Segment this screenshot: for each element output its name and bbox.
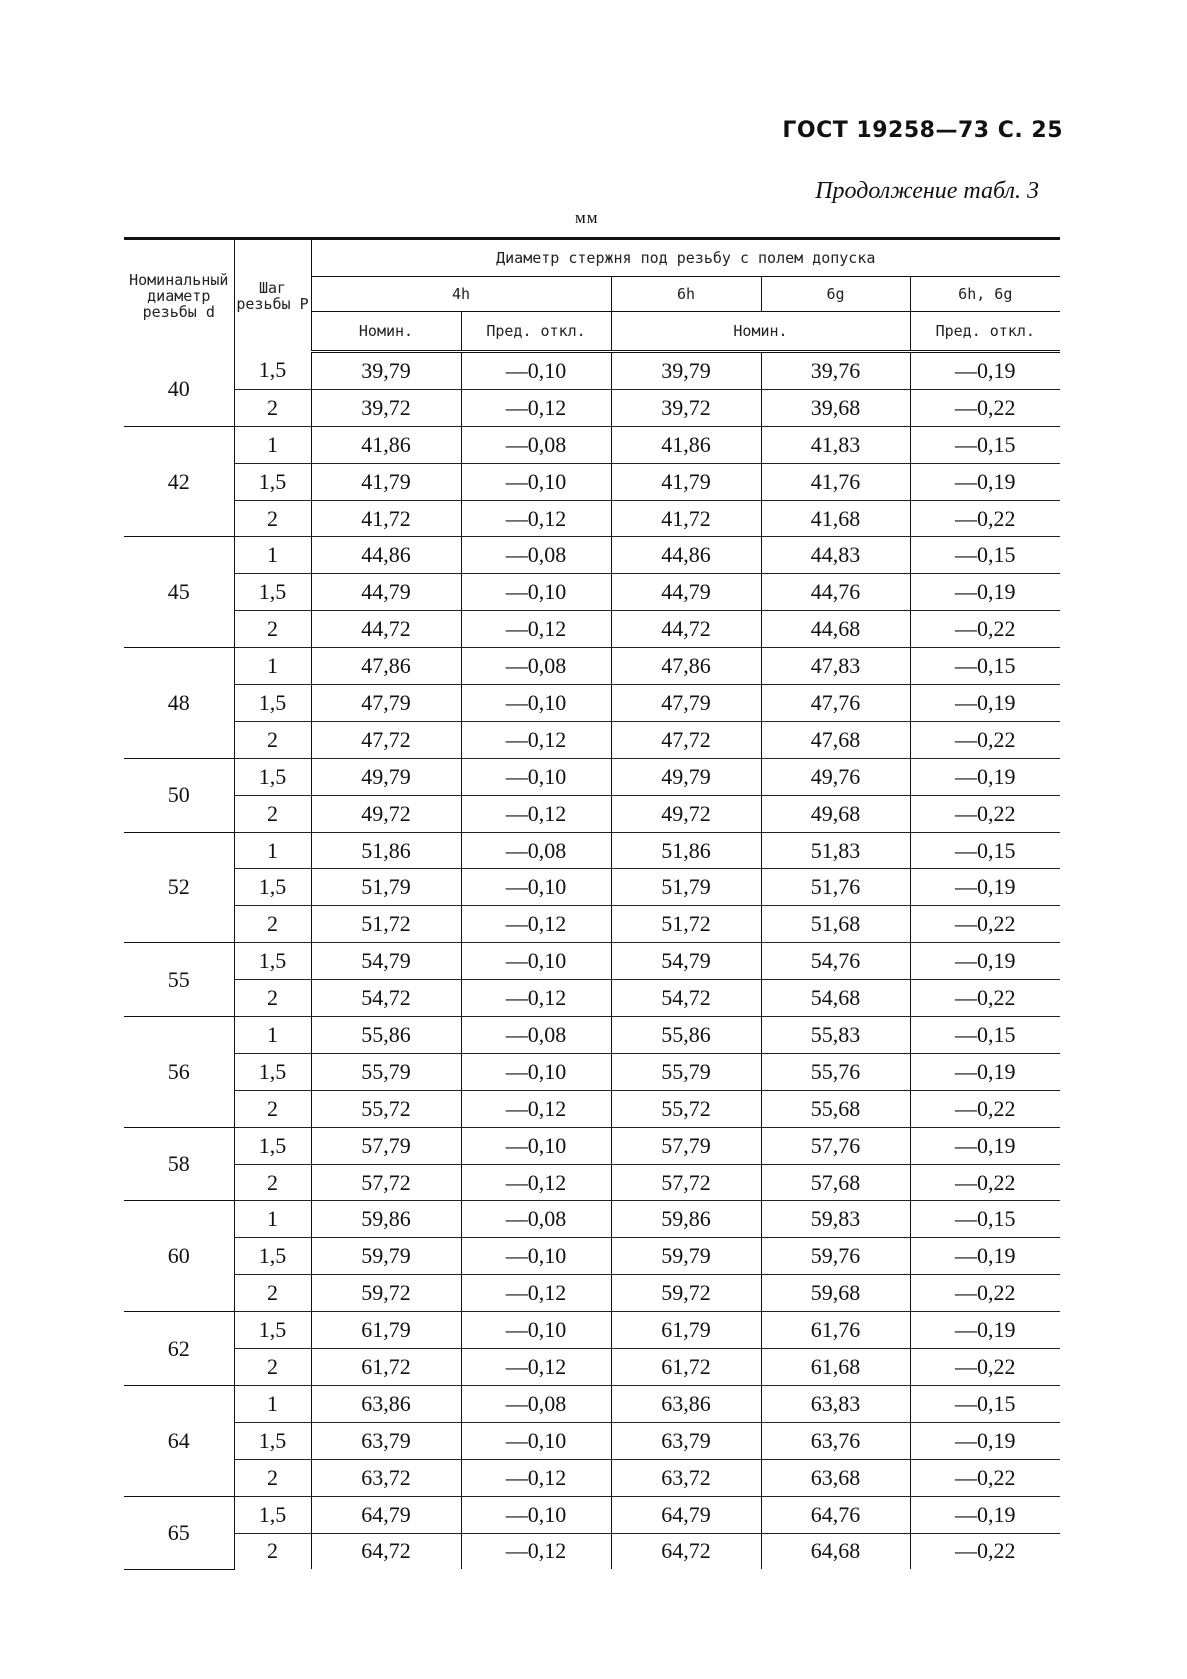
nominal-diameter-cell: 62 <box>124 1312 234 1386</box>
deviation-6h-6g-cell: —0,22 <box>910 1349 1060 1386</box>
nominal-6g-cell: 57,68 <box>761 1164 910 1201</box>
nominal-4h-cell: 63,86 <box>311 1385 461 1422</box>
table-row <box>124 980 1060 1017</box>
deviation-4h-cell: —0,12 <box>461 1459 611 1496</box>
pitch-cell: 1,5 <box>234 1312 311 1349</box>
pitch-cell: 2 <box>234 1459 311 1496</box>
nominal-4h-cell: 57,72 <box>311 1164 461 1201</box>
nominal-4h-cell: 47,79 <box>311 685 461 722</box>
nominal-6g-cell: 64,76 <box>761 1496 910 1533</box>
deviation-4h-cell: —0,08 <box>461 648 611 685</box>
table-row <box>124 1312 1060 1349</box>
nominal-6g-cell: 64,68 <box>761 1533 910 1569</box>
deviation-4h-cell: —0,12 <box>461 1090 611 1127</box>
table-body <box>124 352 1060 1570</box>
deviation-6h-6g-cell: —0,15 <box>910 832 1060 869</box>
nominal-6g-cell: 39,76 <box>761 352 910 390</box>
pitch-cell: 1 <box>234 426 311 463</box>
header-nominal-diameter: Номинальный диаметр резьбы d <box>124 239 234 352</box>
table-row <box>124 685 1060 722</box>
table-row <box>124 1017 1060 1054</box>
nominal-6h-cell: 47,86 <box>611 648 761 685</box>
nominal-6g-cell: 63,68 <box>761 1459 910 1496</box>
nominal-diameter-cell: 55 <box>124 943 234 1017</box>
nominal-6h-cell: 57,72 <box>611 1164 761 1201</box>
nominal-4h-cell: 39,72 <box>311 389 461 426</box>
pitch-cell: 2 <box>234 1275 311 1312</box>
nominal-6g-cell: 41,83 <box>761 426 910 463</box>
nominal-6h-cell: 61,72 <box>611 1349 761 1386</box>
deviation-4h-cell: —0,10 <box>461 943 611 980</box>
nominal-6g-cell: 44,68 <box>761 611 910 648</box>
table-row <box>124 574 1060 611</box>
nominal-4h-cell: 54,79 <box>311 943 461 980</box>
nominal-6h-cell: 51,72 <box>611 906 761 943</box>
nominal-6h-cell: 59,86 <box>611 1201 761 1238</box>
nominal-6h-cell: 44,86 <box>611 537 761 574</box>
table-row <box>124 1349 1060 1386</box>
header-4h: 4h <box>311 277 611 312</box>
nominal-6g-cell: 39,68 <box>761 389 910 426</box>
deviation-4h-cell: —0,10 <box>461 463 611 500</box>
deviation-6h-6g-cell: —0,15 <box>910 1201 1060 1238</box>
deviation-4h-cell: —0,08 <box>461 1201 611 1238</box>
pitch-cell: 1,5 <box>234 1422 311 1459</box>
table-row <box>124 1422 1060 1459</box>
nominal-4h-cell: 61,72 <box>311 1349 461 1386</box>
deviation-6h-6g-cell: —0,19 <box>910 943 1060 980</box>
deviation-4h-cell: —0,12 <box>461 389 611 426</box>
table-continuation-caption: Продолжение табл. 3 <box>815 178 1039 204</box>
nominal-diameter-cell: 65 <box>124 1496 234 1569</box>
deviation-6h-6g-cell: —0,22 <box>910 611 1060 648</box>
nominal-6g-cell: 61,68 <box>761 1349 910 1386</box>
nominal-4h-cell: 44,72 <box>311 611 461 648</box>
nominal-diameter-cell: 56 <box>124 1017 234 1128</box>
nominal-6g-cell: 47,68 <box>761 721 910 758</box>
nominal-6h-cell: 63,72 <box>611 1459 761 1496</box>
pitch-cell: 1,5 <box>234 685 311 722</box>
pitch-cell: 1,5 <box>234 1127 311 1164</box>
header-4h-deviation: Пред. откл. <box>461 312 611 352</box>
nominal-6g-cell: 57,76 <box>761 1127 910 1164</box>
page-header: ГОСТ 19258—73 С. 25 <box>782 118 1063 143</box>
nominal-4h-cell: 64,79 <box>311 1496 461 1533</box>
header-6g: 6g <box>761 277 910 312</box>
table-row <box>124 869 1060 906</box>
table-row <box>124 1201 1060 1238</box>
nominal-6h-cell: 49,72 <box>611 795 761 832</box>
nominal-4h-cell: 47,86 <box>311 648 461 685</box>
nominal-4h-cell: 41,79 <box>311 463 461 500</box>
nominal-6g-cell: 47,76 <box>761 685 910 722</box>
pitch-cell: 1,5 <box>234 463 311 500</box>
deviation-6h-6g-cell: —0,22 <box>955 1538 1016 1564</box>
nominal-6h-cell: 55,72 <box>611 1090 761 1127</box>
deviation-6h-6g-cell: —0,19 <box>910 1312 1060 1349</box>
pitch-cell: 1,5 <box>234 758 311 795</box>
nominal-4h-cell: 49,79 <box>311 758 461 795</box>
pitch-cell: 1,5 <box>234 943 311 980</box>
nominal-6h-cell: 44,79 <box>611 574 761 611</box>
nominal-diameter-cell: 48 <box>124 648 234 759</box>
nominal-4h-cell: 51,72 <box>311 906 461 943</box>
table-row <box>124 648 1060 685</box>
deviation-4h-cell: —0,12 <box>461 906 611 943</box>
nominal-6g-cell: 49,76 <box>761 758 910 795</box>
pitch-cell: 2 <box>234 980 311 1017</box>
nominal-6g-cell: 61,76 <box>761 1312 910 1349</box>
deviation-6h-6g-cell: —0,19 <box>910 685 1060 722</box>
deviation-4h-cell: —0,10 <box>461 352 611 390</box>
pitch-cell: 1,5 <box>234 1238 311 1275</box>
deviation-6h-6g-cell: —0,19 <box>910 1422 1060 1459</box>
deviation-4h-cell: —0,12 <box>461 1349 611 1386</box>
nominal-diameter-cell: 60 <box>124 1201 234 1312</box>
pitch-cell: 2 <box>234 1533 311 1569</box>
nominal-4h-cell: 64,72 <box>311 1533 461 1569</box>
table-row <box>124 832 1060 869</box>
deviation-6h-6g-cell: —0,15 <box>910 648 1060 685</box>
table-row <box>124 463 1060 500</box>
deviation-6h-6g-cell: —0,22 <box>910 1090 1060 1127</box>
nominal-diameter-cell: 52 <box>124 832 234 943</box>
pitch-cell: 1,5 <box>234 869 311 906</box>
table-row <box>124 1053 1060 1090</box>
deviation-6h-6g-cell: —0,19 <box>910 869 1060 906</box>
nominal-diameter-cell: 40 <box>124 352 234 427</box>
nominal-6h-cell: 39,72 <box>611 389 761 426</box>
nominal-6g-cell: 41,76 <box>761 463 910 500</box>
nominal-4h-cell: 41,86 <box>311 426 461 463</box>
header-6h: 6h <box>611 277 761 312</box>
nominal-4h-cell: 44,79 <box>311 574 461 611</box>
nominal-4h-cell: 59,72 <box>311 1275 461 1312</box>
table-row <box>124 1164 1060 1201</box>
deviation-6h-6g-cell: —0,22 <box>910 500 1060 537</box>
nominal-4h-cell: 54,72 <box>311 980 461 1017</box>
table-row <box>124 1275 1060 1312</box>
table-head <box>124 239 1060 352</box>
nominal-6g-cell: 63,83 <box>761 1385 910 1422</box>
nominal-6h-cell: 49,79 <box>611 758 761 795</box>
nominal-6h-cell: 54,79 <box>611 943 761 980</box>
nominal-4h-cell: 39,79 <box>311 352 461 390</box>
deviation-4h-cell: —0,10 <box>461 1496 611 1533</box>
pitch-cell: 2 <box>234 721 311 758</box>
deviation-4h-cell: —0,12 <box>461 1275 611 1312</box>
nominal-6g-cell: 44,83 <box>761 537 910 574</box>
nominal-4h-cell: 47,72 <box>311 721 461 758</box>
table-row <box>124 721 1060 758</box>
deviation-4h-cell: —0,08 <box>461 537 611 574</box>
nominal-6h-cell: 59,79 <box>611 1238 761 1275</box>
deviation-6h-6g-cell: —0,19 <box>910 574 1060 611</box>
deviation-6h-6g-cell: —0,22 <box>910 721 1060 758</box>
deviation-6h-6g-cell: —0,22 <box>910 795 1060 832</box>
deviation-4h-cell: —0,08 <box>461 1017 611 1054</box>
table-row <box>124 1496 1060 1533</box>
table-row <box>124 1385 1060 1422</box>
deviation-4h-cell: —0,10 <box>461 758 611 795</box>
deviation-4h-cell: —0,10 <box>461 1312 611 1349</box>
nominal-4h-cell: 51,86 <box>311 832 461 869</box>
thread-diameter-table <box>124 237 1060 1570</box>
nominal-6h-cell: 41,86 <box>611 426 761 463</box>
nominal-4h-cell: 61,79 <box>311 1312 461 1349</box>
pitch-cell: 1,5 <box>234 1053 311 1090</box>
pitch-cell: 2 <box>234 1349 311 1386</box>
nominal-6g-cell: 55,83 <box>761 1017 910 1054</box>
deviation-6h-6g-cell: —0,15 <box>910 1017 1060 1054</box>
data-table <box>124 237 1060 1570</box>
nominal-6g-cell: 51,83 <box>761 832 910 869</box>
nominal-6h-cell: 54,72 <box>611 980 761 1017</box>
table-row <box>124 500 1060 537</box>
table-row <box>124 1459 1060 1496</box>
nominal-6h-cell: 59,72 <box>611 1275 761 1312</box>
pitch-cell: 1,5 <box>234 352 311 390</box>
table-row <box>124 758 1060 795</box>
pitch-cell: 2 <box>234 795 311 832</box>
nominal-4h-cell: 55,79 <box>311 1053 461 1090</box>
nominal-6g-cell: 51,76 <box>761 869 910 906</box>
nominal-6h-cell: 63,86 <box>611 1385 761 1422</box>
nominal-6h-cell: 39,79 <box>611 352 761 390</box>
nominal-6g-cell: 55,68 <box>761 1090 910 1127</box>
deviation-4h-cell: —0,08 <box>461 426 611 463</box>
table-row <box>124 1238 1060 1275</box>
nominal-diameter-cell: 45 <box>124 537 234 648</box>
nominal-6h-cell: 55,79 <box>611 1053 761 1090</box>
nominal-6h-cell: 64,72 <box>611 1533 761 1569</box>
deviation-4h-cell: —0,12 <box>461 795 611 832</box>
header-thread-pitch: Шаг резьбы P <box>234 239 311 352</box>
deviation-4h-cell: —0,10 <box>461 869 611 906</box>
nominal-diameter-cell: 50 <box>124 758 234 832</box>
deviation-6h-6g-cell: —0,19 <box>910 1053 1060 1090</box>
deviation-6h-6g-cell: —0,19 <box>910 463 1060 500</box>
nominal-6h-cell: 61,79 <box>611 1312 761 1349</box>
table-row <box>124 1090 1060 1127</box>
nominal-4h-cell: 49,72 <box>311 795 461 832</box>
nominal-4h-cell: 63,72 <box>311 1459 461 1496</box>
pitch-cell: 2 <box>234 1090 311 1127</box>
nominal-6g-cell: 54,76 <box>761 943 910 980</box>
table-row <box>124 795 1060 832</box>
nominal-6h-cell: 44,72 <box>611 611 761 648</box>
table-row <box>124 389 1060 426</box>
deviation-4h-cell: —0,08 <box>461 832 611 869</box>
table-row <box>124 906 1060 943</box>
nominal-6h-cell: 47,72 <box>611 721 761 758</box>
table-row <box>124 426 1060 463</box>
deviation-4h-cell: —0,10 <box>461 685 611 722</box>
nominal-4h-cell: 59,86 <box>311 1201 461 1238</box>
nominal-diameter-cell: 42 <box>124 426 234 537</box>
nominal-6h-cell: 55,86 <box>611 1017 761 1054</box>
nominal-6g-cell: 44,76 <box>761 574 910 611</box>
deviation-4h-cell: —0,08 <box>461 1385 611 1422</box>
pitch-cell: 1,5 <box>234 1496 311 1533</box>
nominal-diameter-cell: 58 <box>124 1127 234 1201</box>
table-row <box>124 1533 1060 1569</box>
deviation-6h-6g-cell: —0,19 <box>910 1238 1060 1275</box>
pitch-cell: 1 <box>234 832 311 869</box>
nominal-4h-cell: 41,72 <box>311 500 461 537</box>
deviation-6h-6g-cell: —0,15 <box>910 537 1060 574</box>
pitch-cell: 1 <box>234 1385 311 1422</box>
header-group-title: Диаметр стержня под резьбу с полем допуска <box>311 239 1060 277</box>
nominal-4h-cell: 63,79 <box>311 1422 461 1459</box>
table-row <box>124 1127 1060 1164</box>
pitch-cell: 2 <box>234 389 311 426</box>
deviation-4h-cell: —0,12 <box>461 980 611 1017</box>
nominal-4h-cell: 51,79 <box>311 869 461 906</box>
deviation-4h-cell: —0,10 <box>461 1238 611 1275</box>
deviation-4h-cell: —0,12 <box>461 611 611 648</box>
nominal-6g-cell: 51,68 <box>761 906 910 943</box>
deviation-6h-6g-cell: —0,19 <box>910 758 1060 795</box>
pitch-cell: 1 <box>234 537 311 574</box>
units-label: мм <box>575 208 599 227</box>
header-6h-6g-nominal: Номин. <box>611 312 910 352</box>
header-4h-nominal: Номин. <box>311 312 461 352</box>
deviation-4h-cell: —0,10 <box>461 1422 611 1459</box>
nominal-4h-cell: 55,86 <box>311 1017 461 1054</box>
nominal-6g-cell: 55,76 <box>761 1053 910 1090</box>
nominal-6g-cell: 59,68 <box>761 1275 910 1312</box>
deviation-6h-6g-cell: —0,19 <box>910 352 1060 390</box>
nominal-6h-cell: 63,79 <box>611 1422 761 1459</box>
deviation-6h-6g-cell: —0,22 <box>910 1164 1060 1201</box>
deviation-6h-6g-cell: —0,22 <box>910 906 1060 943</box>
pitch-cell: 2 <box>234 500 311 537</box>
deviation-6h-6g-cell: —0,19 <box>910 1127 1060 1164</box>
deviation-6h-6g-cell: —0,22 <box>910 980 1060 1017</box>
deviation-6h-6g-cell: —0,15 <box>910 1385 1060 1422</box>
pitch-cell: 2 <box>234 1164 311 1201</box>
nominal-4h-cell: 59,79 <box>311 1238 461 1275</box>
deviation-4h-cell: —0,10 <box>461 574 611 611</box>
deviation-4h-cell: —0,12 <box>461 1164 611 1201</box>
header-6h-6g-deviation: Пред. откл. <box>910 312 1060 352</box>
pitch-cell: 1 <box>234 1201 311 1238</box>
nominal-6g-cell: 41,68 <box>761 500 910 537</box>
nominal-diameter-cell: 64 <box>124 1385 234 1496</box>
pitch-cell: 2 <box>234 611 311 648</box>
deviation-6h-6g-cell: —0,15 <box>910 426 1060 463</box>
nominal-6h-cell: 41,79 <box>611 463 761 500</box>
pitch-cell: 1 <box>234 1017 311 1054</box>
deviation-4h-cell: —0,12 <box>461 1533 611 1569</box>
table-row <box>124 352 1060 390</box>
table-row <box>124 537 1060 574</box>
nominal-6h-cell: 41,72 <box>611 500 761 537</box>
deviation-4h-cell: —0,10 <box>461 1053 611 1090</box>
deviation-6h-6g-cell: —0,19 <box>910 1496 1060 1533</box>
deviation-4h-cell: —0,10 <box>461 1127 611 1164</box>
nominal-6h-cell: 47,79 <box>611 685 761 722</box>
pitch-cell: 1,5 <box>234 574 311 611</box>
nominal-6h-cell: 51,86 <box>611 832 761 869</box>
nominal-6g-cell: 63,76 <box>761 1422 910 1459</box>
nominal-6g-cell: 49,68 <box>761 795 910 832</box>
deviation-4h-cell: —0,12 <box>461 721 611 758</box>
deviation-6h-6g-cell: —0,22 <box>910 389 1060 426</box>
pitch-cell: 1 <box>234 648 311 685</box>
nominal-4h-cell: 57,79 <box>311 1127 461 1164</box>
nominal-6g-cell: 59,83 <box>761 1201 910 1238</box>
nominal-6h-cell: 57,79 <box>611 1127 761 1164</box>
nominal-4h-cell: 44,86 <box>311 537 461 574</box>
nominal-6h-cell: 64,79 <box>611 1496 761 1533</box>
pitch-cell: 2 <box>234 906 311 943</box>
table-row <box>124 943 1060 980</box>
nominal-6g-cell: 59,76 <box>761 1238 910 1275</box>
deviation-6h-6g-cell: —0,22 <box>910 1459 1060 1496</box>
deviation-4h-cell: —0,12 <box>461 500 611 537</box>
nominal-6g-cell: 47,83 <box>761 648 910 685</box>
nominal-4h-cell: 55,72 <box>311 1090 461 1127</box>
nominal-6h-cell: 51,79 <box>611 869 761 906</box>
deviation-6h-6g-cell: —0,22 <box>910 1275 1060 1312</box>
header-6h-6g: 6h, 6g <box>910 277 1060 312</box>
nominal-6g-cell: 54,68 <box>761 980 910 1017</box>
table-row <box>124 611 1060 648</box>
